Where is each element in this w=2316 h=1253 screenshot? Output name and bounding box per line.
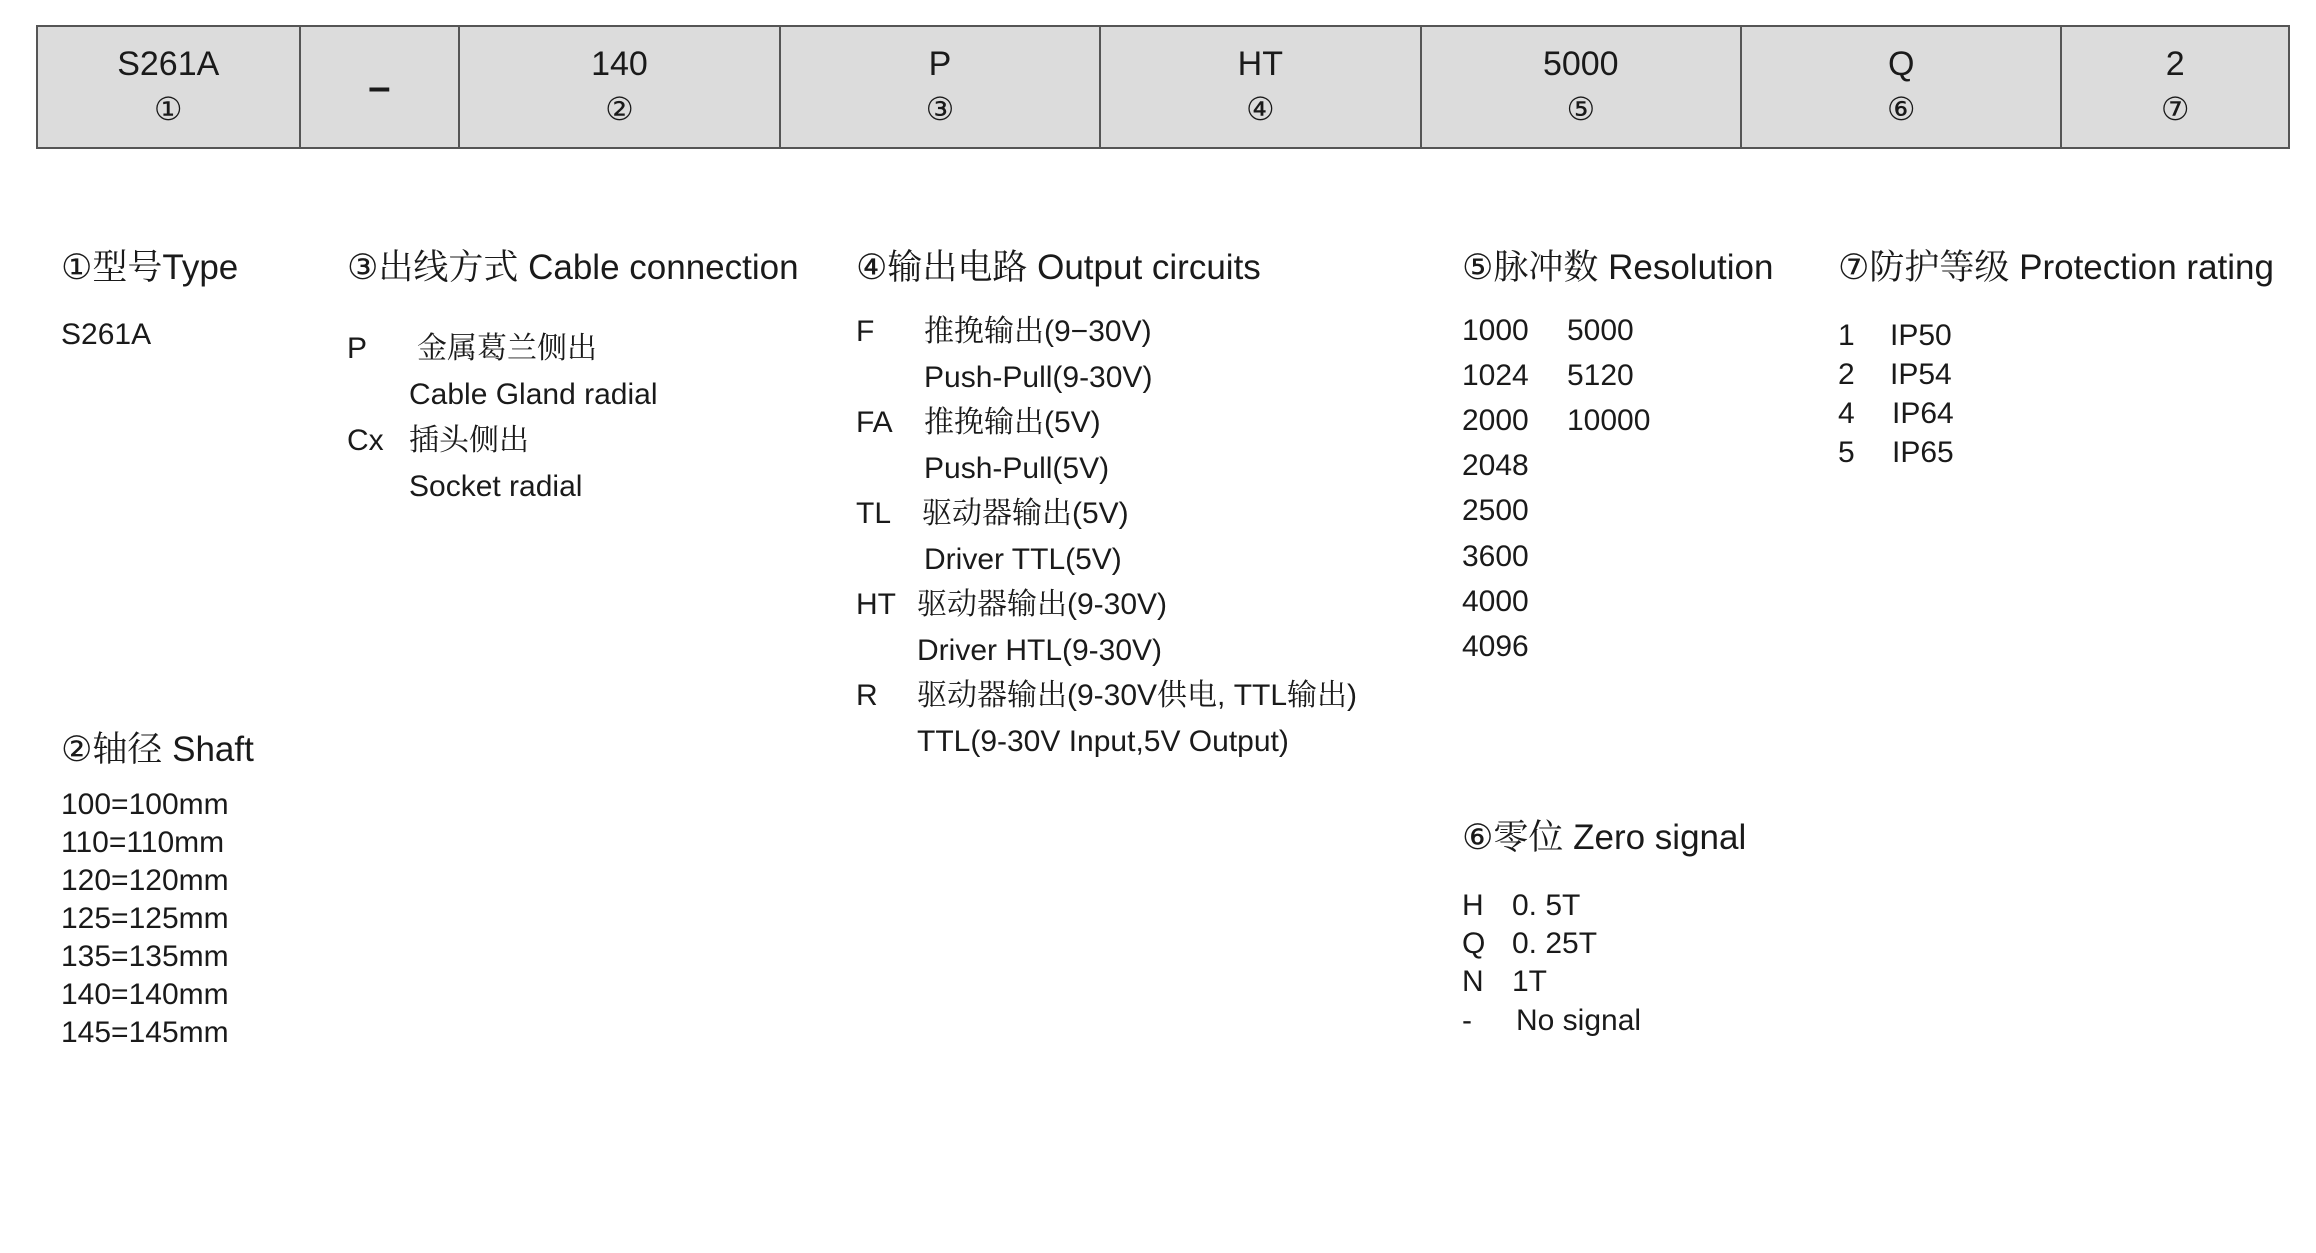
protection-text: IP64: [1892, 397, 1954, 430]
code-cell-value: –: [368, 65, 391, 109]
output-cn: 驱动器输出(9-30V): [917, 588, 1168, 621]
zero-section: [1462, 818, 1747, 1037]
shaft-item: 110=110mm: [61, 826, 225, 859]
code-cell-shaft: [460, 27, 780, 147]
output-title: ④输出电路 Output circuits: [856, 248, 1261, 287]
output-section: [856, 248, 1358, 758]
code-cell-output: [1101, 27, 1421, 147]
type-section: [61, 248, 239, 351]
code-cell-value: 5000: [1542, 45, 1619, 84]
zero-code: N: [1462, 965, 1484, 998]
code-cell-value: S261A: [117, 45, 220, 84]
cable-section: [347, 248, 799, 503]
output-cn: 驱动器输出(9-30V供电, TTL输出): [917, 679, 1358, 712]
shaft-title: ②轴径 Shaft: [61, 730, 254, 769]
code-cell-separator: [301, 27, 461, 147]
code-cell-number: ⑤: [1566, 91, 1596, 128]
cable-cn: 金属葛兰侧出: [417, 332, 597, 365]
output-en: Driver TTL(5V): [924, 543, 1122, 576]
resolution-value: 2048: [1462, 449, 1529, 482]
zero-code: H: [1462, 889, 1484, 922]
zero-code: Q: [1462, 927, 1486, 960]
code-cell-value: 140: [591, 45, 648, 84]
output-en: Push-Pull(9-30V): [924, 361, 1153, 394]
zero-text: 1T: [1512, 965, 1548, 998]
resolution-value: 2000: [1462, 404, 1529, 437]
resolution-value: 5000: [1567, 314, 1634, 347]
output-code: F: [856, 315, 875, 348]
output-code: TL: [856, 497, 892, 530]
output-en: Driver HTL(9-30V): [917, 634, 1163, 667]
resolution-value: 10000: [1567, 404, 1651, 437]
type-title: ①型号Type: [61, 248, 239, 287]
shaft-item: 140=140mm: [61, 978, 229, 1011]
protection-text: IP65: [1892, 436, 1954, 469]
protection-title: ⑦防护等级 Protection rating: [1838, 248, 2274, 287]
cable-en: Socket radial: [409, 470, 583, 503]
code-cell-number: ⑥: [1886, 91, 1916, 128]
zero-code: -: [1462, 1004, 1472, 1037]
resolution-value: 4096: [1462, 630, 1529, 663]
output-cn: 推挽输出(5V): [924, 406, 1101, 439]
protection-section: [1838, 248, 2274, 469]
cable-title: ③出线方式 Cable connection: [347, 248, 799, 287]
cable-en: Cable Gland radial: [409, 378, 658, 411]
shaft-item: 125=125mm: [61, 902, 229, 935]
protection-text: IP50: [1890, 319, 1952, 352]
resolution-value: 3600: [1462, 540, 1529, 573]
resolution-value: 2500: [1462, 494, 1529, 527]
output-en: TTL(9-30V Input,5V Output): [917, 725, 1289, 758]
type-value: S261A: [61, 318, 152, 351]
output-en: Push-Pull(5V): [924, 452, 1110, 485]
shaft-item: 135=135mm: [61, 940, 229, 973]
output-cn: 推挽输出(9−30V): [924, 315, 1152, 348]
cable-code: Cx: [347, 424, 384, 457]
code-cell-protection: [2062, 27, 2288, 147]
protection-code: 2: [1838, 358, 1855, 391]
code-cell-number: ⑦: [2160, 91, 2190, 128]
code-cell-zero: [1742, 27, 2062, 147]
code-cell-cable: [781, 27, 1101, 147]
shaft-item: 145=145mm: [61, 1016, 229, 1049]
shaft-section: [61, 730, 254, 1049]
cable-cn: 插头侧出: [409, 424, 529, 457]
protection-code: 5: [1838, 436, 1855, 469]
resolution-title: ⑤脉冲数 Resolution: [1462, 248, 1774, 287]
model-code-table: [36, 25, 2290, 149]
cable-code: P: [347, 332, 368, 365]
resolution-section: [1462, 248, 1774, 663]
protection-text: IP54: [1890, 358, 1952, 391]
output-code: R: [856, 679, 878, 712]
protection-code: 1: [1838, 319, 1855, 352]
resolution-value: 1000: [1462, 314, 1529, 347]
code-cell-value: Q: [1887, 45, 1915, 84]
output-code: FA: [856, 406, 893, 439]
code-cell-number: ①: [153, 91, 183, 128]
resolution-value: 5120: [1567, 359, 1634, 392]
code-cell-value: P: [928, 45, 952, 84]
code-cell-number: ④: [1246, 91, 1275, 128]
zero-title: ⑥零位 Zero signal: [1462, 818, 1747, 857]
zero-text: 0. 25T: [1512, 927, 1598, 960]
code-cell-resolution: [1422, 27, 1742, 147]
output-cn: 驱动器输出(5V): [922, 497, 1129, 530]
code-cell-number: ③: [925, 91, 955, 128]
zero-text: No signal: [1516, 1004, 1642, 1037]
code-cell-number: ②: [605, 91, 634, 128]
code-cell-value: 2: [2165, 45, 2185, 84]
code-cell-value: HT: [1237, 45, 1283, 84]
protection-code: 4: [1838, 397, 1855, 430]
resolution-value: 4000: [1462, 585, 1529, 618]
zero-text: 0. 5T: [1512, 889, 1581, 922]
output-code: HT: [856, 588, 896, 621]
resolution-value: 1024: [1462, 359, 1529, 392]
shaft-item: 120=120mm: [61, 864, 229, 897]
code-cell-type: [38, 27, 301, 147]
shaft-item: 100=100mm: [61, 788, 229, 821]
